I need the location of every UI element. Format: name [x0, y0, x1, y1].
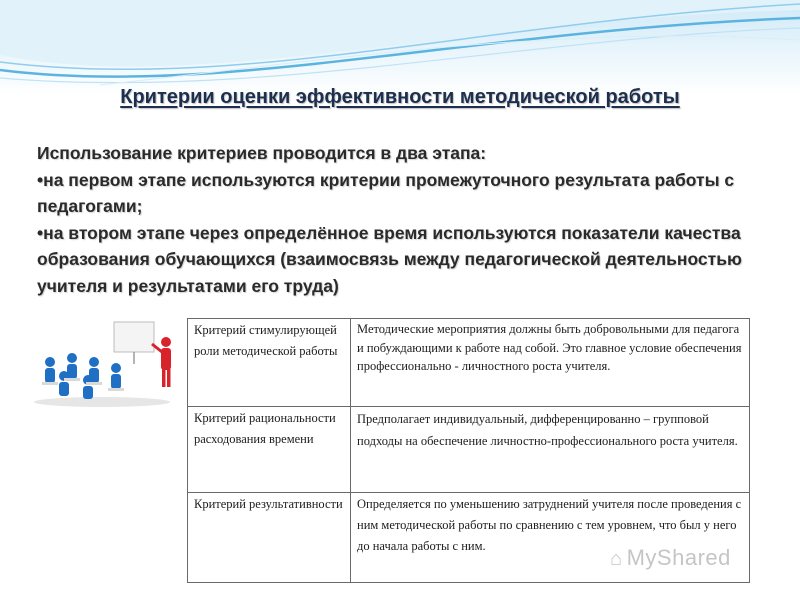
description-cell: Предполагает индивидуальный, дифференцированно – групповой подходы на обеспечение личностно-профессионального роста учителя. [351, 407, 750, 493]
intro-text [37, 140, 772, 299]
criterion-cell: Критерий результативности [188, 493, 351, 583]
watermark [610, 545, 731, 571]
header-wave-decoration [0, 0, 800, 95]
stage-two-bullet: •на втором этапе через определённое время используются показатели качества образования обучающихся (взаимосвязь между педагогической деятельностью учителя и результатами его труда) [37, 222, 742, 296]
criteria-table [187, 318, 750, 583]
criterion-cell: Критерий стимулирующей роли методической работы [188, 319, 351, 407]
stage-one-bullet: •на первом этапе используются критерии промежуточного результата работы с педагогами; [37, 169, 735, 216]
intro-paragraph: Использование критериев проводится в два этапа: [37, 143, 487, 163]
table-row [188, 319, 750, 407]
presentation-illustration [30, 318, 180, 408]
watermark-text: MyShared [626, 545, 731, 570]
watermark-logo-icon: ⌂ [610, 548, 623, 570]
slide-title: Критерии оценки эффективности методической работы [120, 86, 680, 108]
description-cell: Методические мероприятия должны быть добровольными для педагога и побуждающими к работе над собой. Это главное условие обеспечения профессионально - личностного роста учителя. [351, 319, 750, 407]
description-cell: Определяется по уменьшению затруднений учителя после проведения с ним методической работы по сравнению с тем уровнем, что был у него до начала работы с ним. [351, 493, 750, 583]
criterion-cell: Критерий рациональности расходования времени [188, 407, 351, 493]
table-row [188, 407, 750, 493]
